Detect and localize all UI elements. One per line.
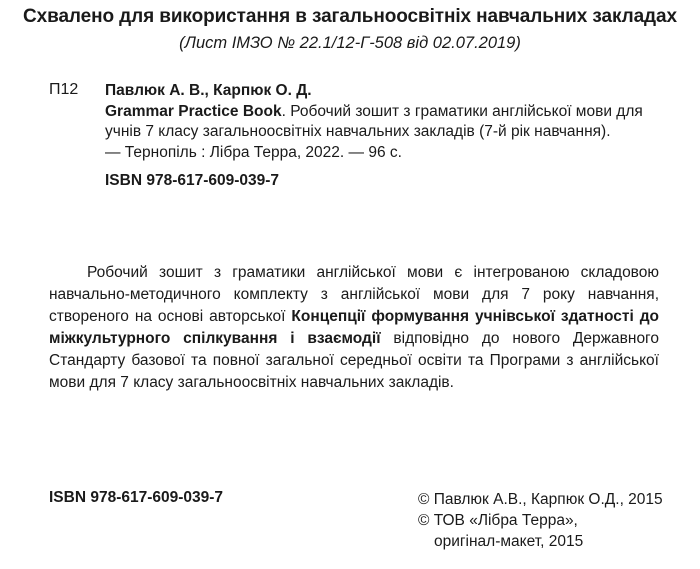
- book-title: Grammar Practice Book: [105, 102, 282, 120]
- book-description: . Робочий зошит з граматики англійської мови для учнів 7 класу загальноосвітніх навчальних закладів (7-й рік навчання).: [105, 102, 643, 140]
- abstract-paragraph: [49, 262, 659, 394]
- abstract-text-2: відповідно до нового Державного Стандарту базової та повної загальної середньої освіти та Програми з англійської мови для 7 класу загальноосвітніх навчальних закладів.: [49, 330, 659, 391]
- udc-code: П12: [49, 81, 79, 98]
- abstract-text-1: Робочий зошит з граматики англійської мови є інтегрованою складовою навчально-методичного комплекту з англійської мови для 7 року навчання, створеного на основі авторської: [49, 264, 659, 325]
- isbn-top: ISBN 978-617-609-039-7: [105, 172, 280, 189]
- copyright-publisher: © ТОВ «Лібра Терра»,: [418, 512, 578, 529]
- bibliographic-entry: [105, 81, 665, 192]
- isbn-bottom: ISBN 978-617-609-039-7: [49, 489, 224, 506]
- abstract-concept-title: Концепції формування учнівської здатності до міжкультурного спілкування і взаємодії: [49, 308, 660, 347]
- approval-title: Схвалено для використання в загальноосвітніх навчальних закладах: [23, 6, 677, 27]
- publication-details: — Тернопіль : Лібра Терра, 2022. — 96 с.: [105, 143, 402, 161]
- copyright-authors: © Павлюк А.В., Карпюк О.Д., 2015: [418, 491, 663, 508]
- copyright-layout: оригінал-макет, 2015: [434, 533, 584, 550]
- approval-letter-note: (Лист ІМЗО № 22.1/12-Г-508 від 02.07.2019): [179, 34, 521, 52]
- copyright-block: [418, 489, 688, 552]
- authors: Павлюк А. В., Карпюк О. Д.: [105, 82, 312, 99]
